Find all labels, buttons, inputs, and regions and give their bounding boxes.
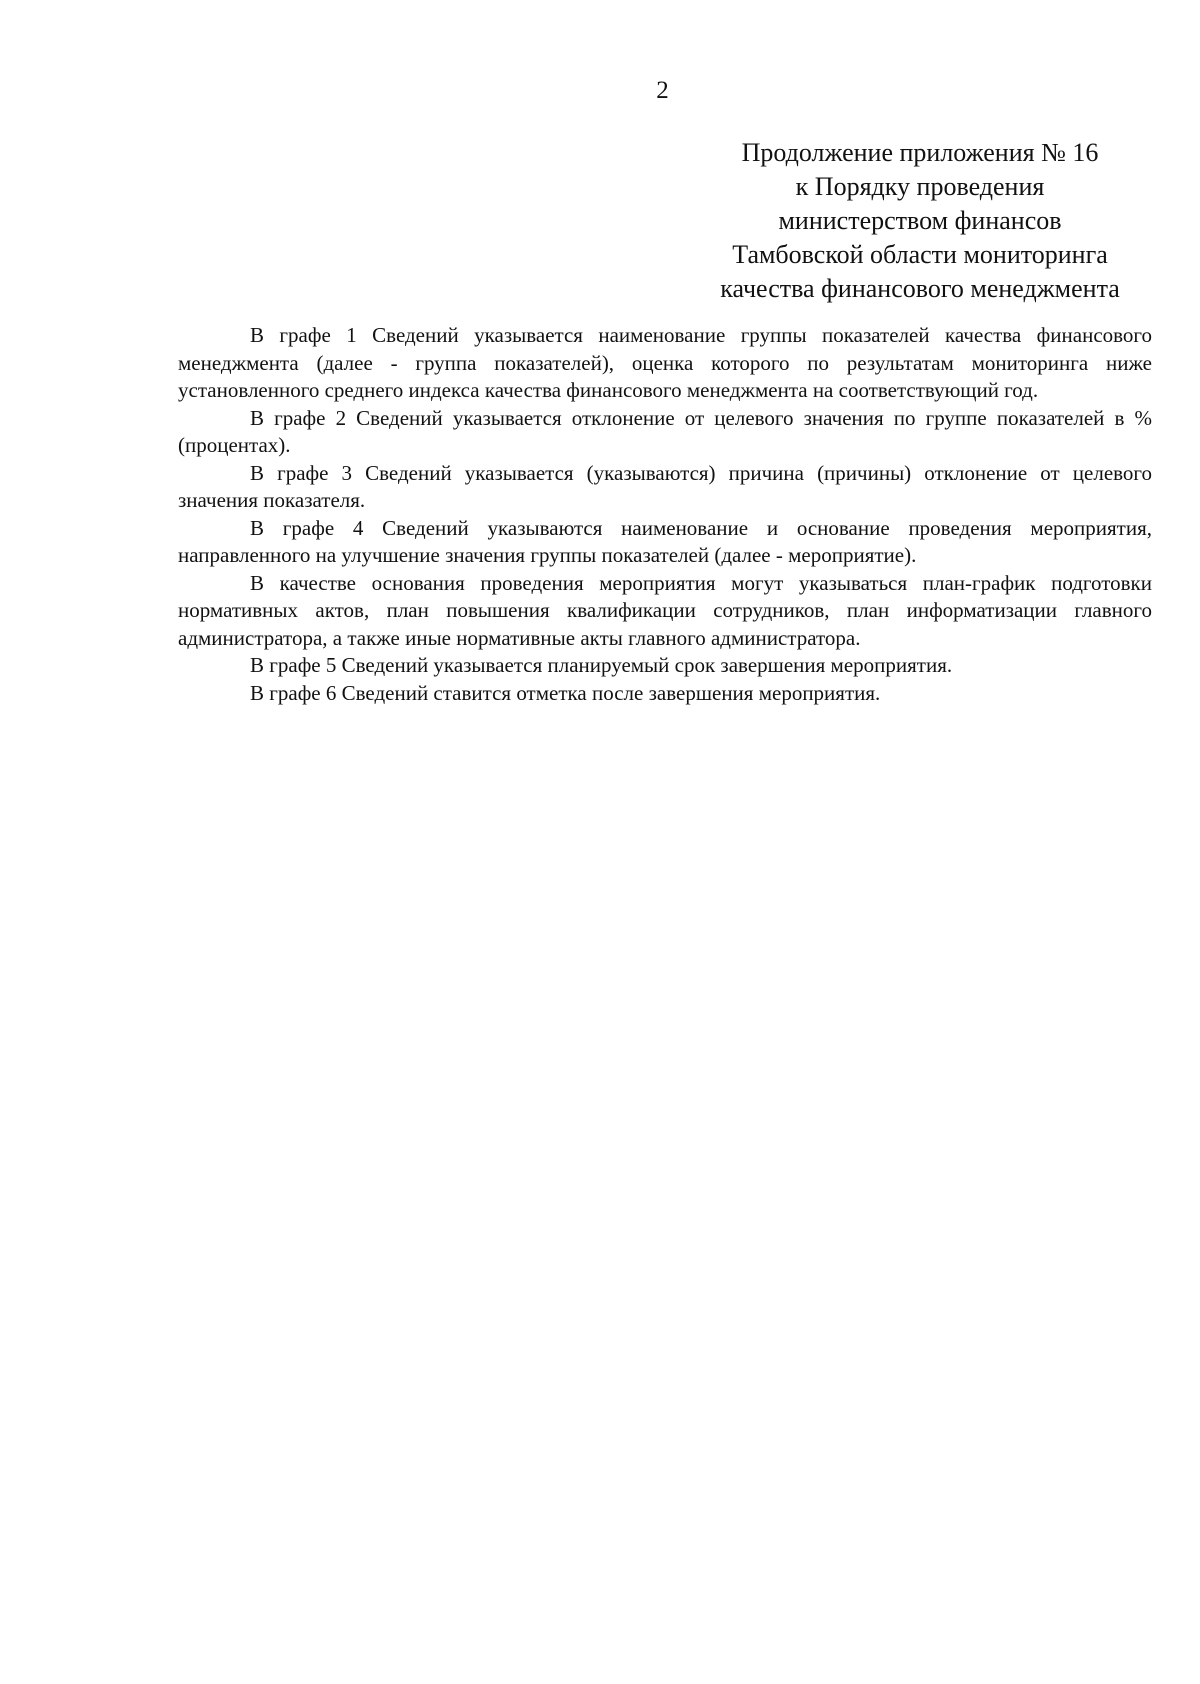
appendix-header-line: Тамбовской области мониторинга	[732, 240, 1108, 269]
appendix-header-line: Продолжение приложения № 16	[741, 138, 1099, 167]
appendix-header-line: к Порядку проведения	[795, 172, 1045, 201]
paragraph-column-1: В графе 1 Сведений указывается наименование группы показателей качества финансового менеджмента (далее - группа показателей), оценка которого по результатам мониторинга ниже установленного среднего индекса качества финансового менеджмента на соответствующий год.	[178, 323, 1152, 402]
paragraph-column-6: В графе 6 Сведений ставится отметка после завершения мероприятия.	[250, 680, 881, 705]
paragraph-column-2: В графе 2 Сведений указывается отклонение от целевого значения по группе показателей в % (процентах).	[178, 405, 1152, 457]
paragraph-column-3: В графе 3 Сведений указывается (указываются) причина (причины) отклонение от целевого значения показателя.	[178, 460, 1152, 512]
paragraph-column-5: В графе 5 Сведений указывается планируемый срок завершения мероприятия.	[250, 653, 953, 677]
appendix-header-line: министерством финансов	[778, 206, 1062, 235]
paragraph-basis: В качестве основания проведения мероприятия могут указываться план-график подготовки нормативных актов, план повышения квалификации сотрудников, план информатизации главного администратора, а также иные нормативные акты главного администратора.	[178, 570, 1152, 650]
document-body	[178, 322, 1152, 707]
page-number: 2	[656, 77, 669, 104]
paragraph-column-4: В графе 4 Сведений указываются наименование и основание проведения мероприятия, направленного на улучшение значения группы показателей (далее - мероприятие).	[178, 515, 1152, 567]
appendix-header-line: качества финансового менеджмента	[720, 274, 1120, 303]
appendix-header	[680, 136, 1160, 306]
